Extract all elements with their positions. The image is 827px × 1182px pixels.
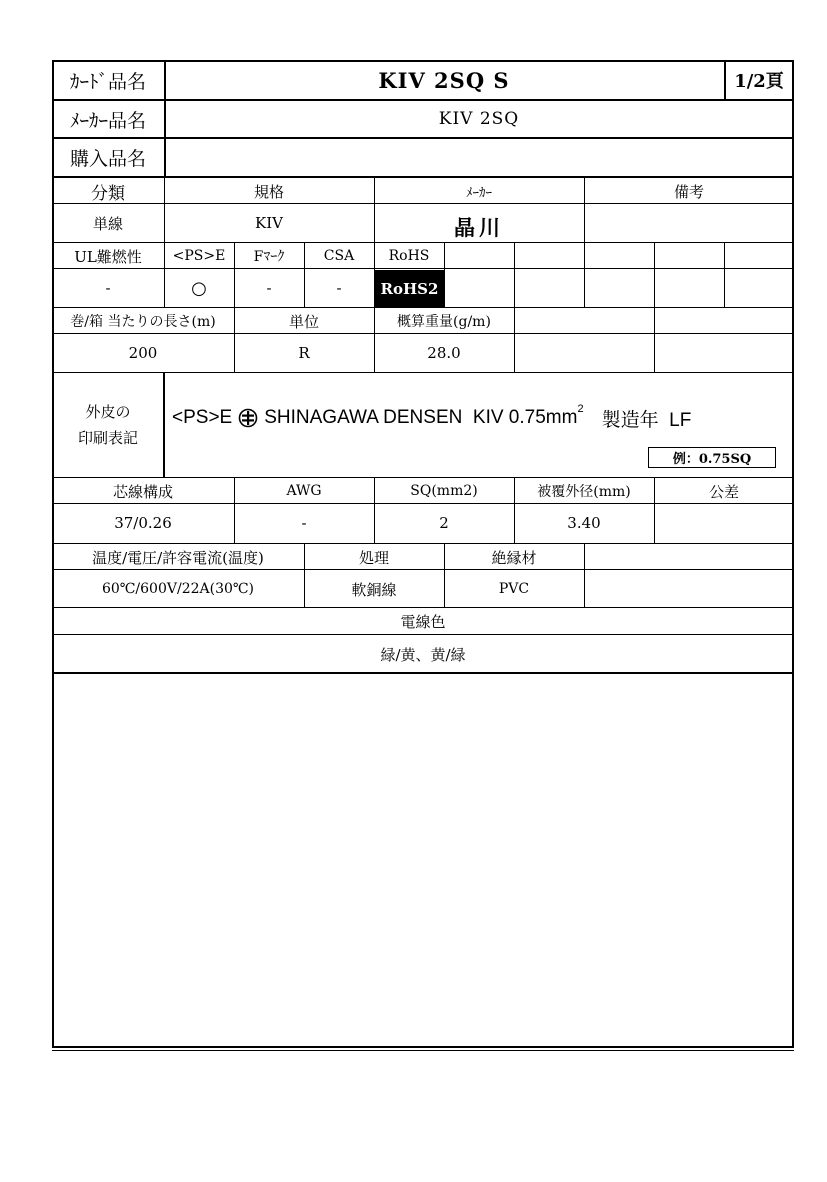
insulation-header: 絶縁材 (491, 548, 537, 567)
grid-line (654, 307, 655, 373)
print-example: 例：0.75SQ (648, 447, 776, 468)
composition-header: 芯線構成 (112, 482, 173, 501)
ul-value: - (105, 279, 111, 297)
tolerance-header: 公差 (708, 482, 739, 501)
csa-value: - (336, 279, 342, 297)
print-label-line1: 外皮の (85, 403, 131, 421)
grid-line (514, 307, 515, 373)
treatment-value: 軟銅線 (351, 580, 397, 599)
grid-line (514, 477, 515, 544)
print-label (52, 373, 164, 477)
category-header: 分類 (91, 183, 125, 204)
grid-line (444, 242, 445, 308)
ul-header: UL難燃性 (74, 247, 142, 266)
table-bottom-double-line (52, 1050, 794, 1051)
color-value: 緑/黄、黄/緑 (380, 645, 466, 664)
print-label-line2: 印刷表記 (77, 429, 138, 447)
rating-header: 温度/電圧/許容電流(温度) (92, 548, 264, 567)
grid-line (584, 177, 585, 243)
fmark-value: - (266, 279, 272, 297)
od-value: 3.40 (567, 514, 601, 532)
sq-header: SQ(mm2) (410, 483, 478, 499)
rohs-header: RoHS (388, 248, 430, 264)
composition-value: 37/0.26 (114, 514, 172, 532)
treatment-header: 処理 (358, 548, 389, 567)
grid-line (52, 543, 794, 544)
grid-line (234, 242, 235, 308)
csa-header: CSA (323, 248, 355, 264)
grid-line (304, 242, 305, 308)
grid-line (164, 177, 165, 243)
insulation-value: PVC (498, 581, 530, 597)
awg-header: AWG (286, 483, 322, 499)
grid-line (654, 477, 655, 544)
grid-line (374, 477, 375, 544)
remarks-value (584, 204, 794, 242)
pse-value: ○ (191, 277, 207, 299)
notes-area (54, 674, 792, 1046)
print-year-lf: 製造年 LF (601, 409, 692, 431)
tolerance-value (654, 503, 794, 543)
print-pse: <PS>E (172, 407, 233, 428)
grid-line (374, 242, 375, 308)
standard-header: 規格 (253, 182, 284, 201)
grid-line (724, 60, 726, 100)
grid-line (52, 569, 794, 570)
grid-line (234, 307, 235, 373)
grid-line (52, 634, 794, 635)
purchase-name-value (164, 138, 794, 176)
grid-line (52, 607, 794, 608)
grid-line (374, 307, 375, 373)
print-maker-spec: SHINAGAWA DENSEN KIV 0.75 (264, 407, 546, 428)
grid-line (514, 242, 515, 308)
grid-line (52, 503, 794, 504)
grid-line (724, 242, 725, 308)
grid-line (234, 477, 235, 544)
grid-line (584, 242, 585, 308)
od-header: 被覆外径(mm) (537, 484, 631, 500)
awg-value: - (301, 514, 307, 532)
category-value: 単線 (92, 214, 123, 233)
card-name-value: KIV 2SQ S (378, 67, 510, 93)
grid-line (164, 242, 165, 308)
maker-header: ﾒｰｶｰ (466, 185, 492, 201)
rohs-badge: RoHS2 (375, 270, 444, 307)
page-number: 1/2頁 (734, 71, 784, 92)
grid-line (163, 372, 165, 478)
unit-value: R (298, 344, 310, 362)
weight-value: 28.0 (427, 344, 461, 362)
length-value: 200 (128, 344, 158, 362)
maker-logo: 晶川 (454, 216, 504, 240)
grid-line (52, 333, 794, 334)
fmark-header: Fﾏｰｸ (253, 249, 285, 265)
print-unit: mm (545, 407, 578, 428)
sq-value: 2 (439, 514, 449, 532)
maker-name-label: ﾒｰｶｰ品名 (69, 109, 146, 132)
unit-header: 単位 (288, 312, 319, 331)
standard-value: KIV (255, 214, 283, 232)
card-name-label: ｶｰﾄﾞ品名 (69, 70, 146, 93)
weight-header: 概算重量(g/m) (397, 314, 491, 330)
grid-line (374, 177, 375, 243)
length-header: 巻/箱 当たりの長さ(m) (70, 314, 216, 330)
print-marking (172, 398, 782, 438)
grid-line (164, 60, 166, 177)
grid-line (304, 543, 305, 608)
print-unit-sup: 2 (577, 403, 584, 415)
grid-line (444, 543, 445, 608)
pse-header: <PS>E (172, 248, 226, 264)
remarks-header: 備考 (673, 182, 704, 201)
rating-value: 60℃/600V/22A(30℃) (101, 581, 255, 597)
grid-line (654, 242, 655, 308)
color-header: 電線色 (400, 613, 446, 631)
purchase-name-label: 購入品名 (69, 147, 146, 170)
shinagawa-logo-icon (238, 408, 258, 428)
maker-name-value: KIV 2SQ (438, 109, 520, 129)
grid-line (584, 543, 585, 608)
